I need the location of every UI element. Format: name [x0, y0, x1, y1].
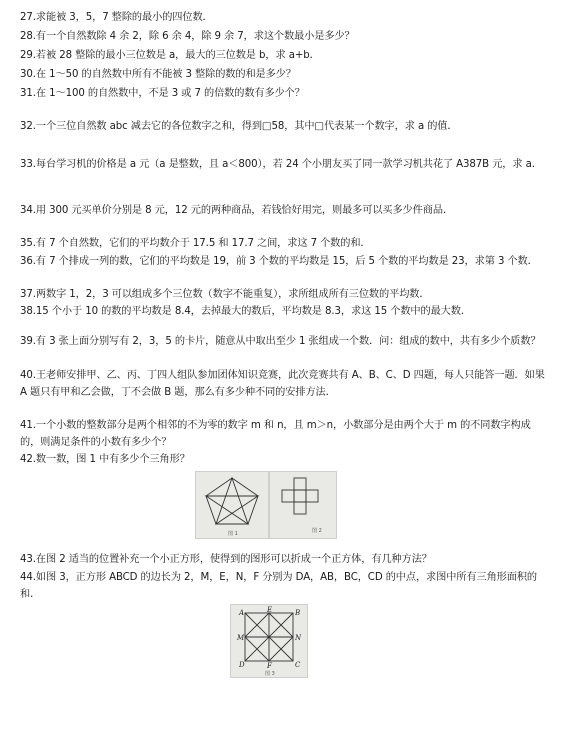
- figure-1-caption: 图 1: [228, 531, 238, 537]
- label-A: A: [239, 609, 245, 617]
- question-33: 33.每台学习机的价格是 a 元（a 是整数，且 a＜800），若 24 个小朋友买了同一款学习机共花了 A387B 元，求 a．: [20, 159, 542, 170]
- question-43: 43.在图 2 适当的位置补充一个小正方形，使得到的图形可以折成一个正方体，有几种方法？: [20, 554, 432, 565]
- figure-1: [195, 471, 269, 539]
- label-F: F: [267, 662, 272, 670]
- question-27: 27.求能被 3，5，7 整除的最小的四位数．: [20, 12, 213, 23]
- question-31: 31.在 1～100 的自然数中，不是 3 或 7 的倍数的数有多少个？: [20, 88, 305, 99]
- question-37: 37.两数字 1，2，3 可以组成多个三位数（数字不能重复），求所组成所有三位数的平均数．: [20, 289, 430, 300]
- label-N: N: [295, 634, 302, 642]
- question-30: 30.在 1～50 的自然数中所有不能被 3 整除的数的和是多少？: [20, 69, 296, 80]
- question-40: 40.王老师安排甲、乙、丙、丁四人组队参加团体知识竞赛，此次竞赛共有 A、B、C、D 四题，每人只能答一题．如果 A 题只有甲和乙会做，丁不会做 B 题，那么有多少种不同的安排方法．: [20, 370, 545, 398]
- question-39: 39.有 3 张上面分别写有 2，3，5 的卡片，随意从中取出至少 1 张组成一个数．问：组成的数中，共有多少个质数？: [20, 336, 541, 347]
- question-41: 41.一个小数的整数部分是两个相邻的不为零的数字 m 和 n，且 m＞n，小数部分是由两个大于 m 的不同数字构成的，则满足条件的小数有多少个？: [20, 420, 531, 448]
- figure-2: [269, 471, 337, 539]
- label-M: M: [237, 634, 245, 642]
- question-28: 28.有一个自然数除 4 余 2，除 6 余 4，除 9 余 7，求这个数最小是多少？: [20, 31, 355, 42]
- question-32: 32.一个三位自然数 abc 减去它的各位数字之和，得到□58，其中□代表某一个数字，求 a 的值．: [20, 121, 458, 132]
- question-34: 34.用 300 元买单价分别是 8 元，12 元的两种商品，若钱恰好用完，则最多可以买多少件商品．: [20, 205, 454, 216]
- question-44: 44.如图 3，正方形 ABCD 的边长为 2，M，E，N，F 分别为 DA，AB，BC，CD 的中点，求图中所有三角形面积的和．: [20, 572, 538, 600]
- question-38: 38.15 个小于 10 的数的平均数是 8.4，去掉最大的数后，平均数是 8.3，求这 15 个数中的最大数．: [20, 306, 471, 317]
- label-E: E: [267, 606, 273, 614]
- figure-3: [230, 604, 308, 678]
- label-C: C: [295, 661, 301, 669]
- figure-2-caption: 图 2: [312, 528, 322, 534]
- question-36: 36.有 7 个排成一列的数，它们的平均数是 19，前 3 个数的平均数是 15，后 5 个数的平均数是 23，求第 3 个数．: [20, 256, 538, 267]
- question-29: 29.若被 28 整除的最小三位数是 a，最大的三位数是 b，求 a+b．: [20, 50, 320, 61]
- label-B: B: [295, 609, 301, 617]
- figure-3-caption: 图 3: [265, 671, 275, 677]
- label-D: D: [239, 661, 245, 669]
- question-42: 42.数一数，图 1 中有多少个三角形？: [20, 454, 190, 465]
- question-35: 35.有 7 个自然数，它们的平均数介于 17.5 和 17.7 之间，求这 7 个数的和．: [20, 238, 371, 249]
